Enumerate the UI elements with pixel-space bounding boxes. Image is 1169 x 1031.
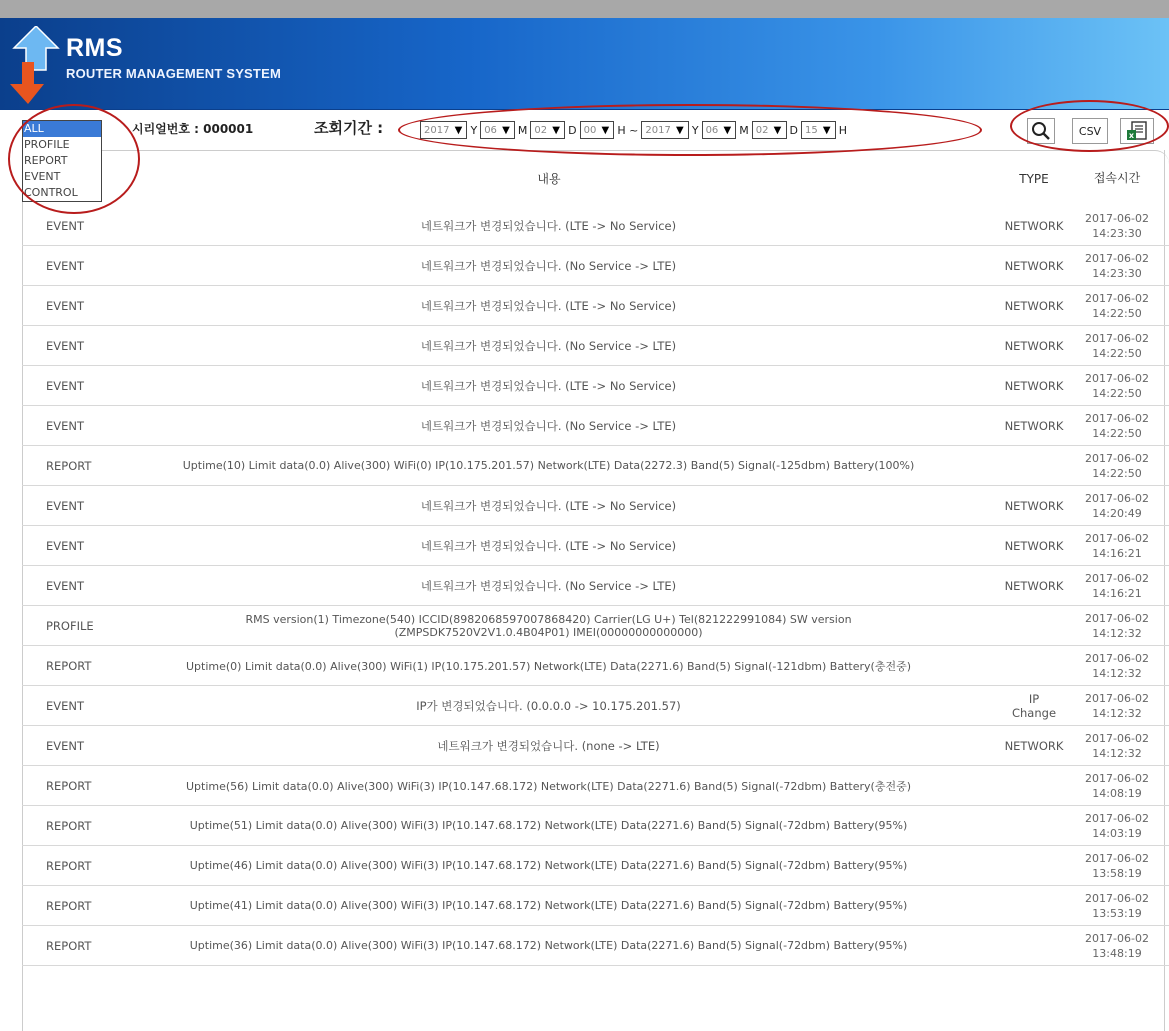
unit-d: D [789,123,799,137]
row-type-line: NETWORK [1004,338,1064,353]
row-time: 14:22:50 [1092,386,1142,400]
row-timestamp [1065,371,1169,401]
table-row [22,246,1169,286]
row-date: 2017-06-02 [1085,771,1149,785]
row-message-line: 네트워크가 변경되었습니다. (No Service -> LTE) [420,258,677,273]
row-message-line: Uptime(46) Limit data(0.0) Alive(300) WiFi(3) IP(10.147.68.172) Network(LTE) Data(2271.6) Band(5) Signal(-72dbm) Battery(95%) [189,859,908,872]
table-row [22,726,1169,766]
rms-logo-icon [8,26,68,106]
row-kind: EVENT [46,338,85,353]
row-message-line: Uptime(56) Limit data(0.0) Alive(300) WiFi(3) IP(10.147.68.172) Network(LTE) Data(2271.6) Band(5) Signal(-72dbm) Battery(충전중) [186,779,911,793]
row-message-line: RMS version(1) Timezone(540) ICCID(8982068597007868420) Carrier(LG U+) Tel(821222991084) SW version [245,612,852,626]
row-time: 14:22:50 [1092,346,1142,360]
row-timestamp [1065,291,1169,321]
row-message-line: 네트워크가 변경되었습니다. (LTE -> No Service) [420,498,677,513]
row-time: 14:23:30 [1092,226,1142,240]
to-month-value: 06 [705,124,719,136]
row-kind: EVENT [46,538,85,553]
row-kind: EVENT [46,418,85,433]
header-type: TYPE [1019,171,1049,186]
row-type-line: NETWORK [1004,378,1064,393]
from-hour-value: 00 [583,124,597,136]
table-row [22,606,1169,646]
row-type [1003,339,1065,353]
row-kind: EVENT [46,218,85,233]
excel-export-button[interactable] [1120,118,1154,144]
row-type [1003,739,1065,753]
row-time: 14:12:32 [1092,746,1142,760]
csv-button[interactable]: CSV [1072,118,1108,144]
serial-number-label: 시리얼번호 : 000001 [132,122,254,136]
row-time: 14:12:32 [1092,706,1142,720]
row-message [94,939,1003,952]
chevron-down-icon: ▼ [552,124,560,136]
row-kind: EVENT [46,578,85,593]
row-kind: REPORT [46,858,92,873]
svg-text:x: x [1128,131,1135,140]
row-timestamp [1065,811,1169,841]
chevron-down-icon: ▼ [822,124,831,136]
row-message [94,298,1003,314]
to-year-select[interactable] [641,121,688,139]
chevron-down-icon: ▼ [773,124,782,136]
type-option-all[interactable]: ALL [23,121,101,137]
row-message-line: 네트워크가 변경되었습니다. (LTE -> No Service) [420,218,677,233]
row-timestamp [1065,651,1169,681]
row-date: 2017-06-02 [1085,291,1149,305]
row-message [94,698,1003,714]
row-date: 2017-06-02 [1085,211,1149,225]
table-row [22,526,1169,566]
chevron-down-icon: ▼ [723,124,732,136]
row-date: 2017-06-02 [1085,331,1149,345]
table-row [22,886,1169,926]
from-month-select[interactable] [480,121,515,139]
row-type [1003,579,1065,593]
row-timestamp [1065,691,1169,721]
row-message-line: Uptime(41) Limit data(0.0) Alive(300) WiFi(3) IP(10.147.68.172) Network(LTE) Data(2271.6) Band(5) Signal(-72dbm) Battery(95%) [189,899,908,912]
row-timestamp [1065,891,1169,921]
row-timestamp [1065,451,1169,481]
unit-m: M [517,123,528,137]
from-day-select[interactable] [530,121,565,139]
type-option-event[interactable]: EVENT [24,170,61,183]
row-time: 14:22:50 [1092,466,1142,480]
row-type [1003,692,1065,720]
row-message [94,378,1003,394]
header-content: 내용 [537,172,561,186]
row-message [94,778,1003,794]
app-subtitle: ROUTER MANAGEMENT SYSTEM [66,66,281,81]
row-timestamp [1065,211,1169,241]
row-message [94,658,1003,674]
row-type-line: NETWORK [1004,218,1064,233]
row-message-line: 네트워크가 변경되었습니다. (No Service -> LTE) [420,578,677,593]
row-message [94,538,1003,554]
row-kind: REPORT [46,898,92,913]
table-row [22,366,1169,406]
row-message-line: Uptime(10) Limit data(0.0) Alive(300) WiFi(0) IP(10.175.201.57) Network(LTE) Data(2272.3) Band(5) Signal(-125dbm) Battery(100%) [182,459,915,472]
table-body [22,206,1169,966]
row-message-line: 네트워크가 변경되었습니다. (LTE -> No Service) [420,298,677,313]
row-timestamp [1065,731,1169,761]
row-message [94,459,1003,472]
unit-y: Y [470,123,478,137]
table-row [22,206,1169,246]
unit-h-separator: H ~ [617,123,639,137]
to-hour-select[interactable] [801,121,836,139]
row-message-line: Uptime(36) Limit data(0.0) Alive(300) WiFi(3) IP(10.147.68.172) Network(LTE) Data(2271.6) Band(5) Signal(-72dbm) Battery(95%) [189,939,908,952]
row-time: 14:16:21 [1092,586,1142,600]
row-type-line: NETWORK [1004,578,1064,593]
row-message [94,418,1003,434]
table-row [22,926,1169,966]
row-kind: REPORT [46,658,92,673]
table-row [22,446,1169,486]
row-type-line: Change [1011,705,1057,720]
row-date: 2017-06-02 [1085,371,1149,385]
window-top-bar [0,0,1169,18]
row-time: 13:53:19 [1092,906,1142,920]
row-time: 13:48:19 [1092,946,1142,960]
chevron-down-icon: ▼ [454,124,463,136]
row-kind: EVENT [46,698,85,713]
row-time: 14:12:32 [1092,626,1142,640]
chevron-down-icon: ▼ [675,124,684,136]
row-message [94,819,1003,832]
app-header [0,18,1169,110]
row-message [94,578,1003,594]
table-row [22,686,1169,726]
row-type [1003,499,1065,513]
row-message [94,859,1003,872]
row-type-line: NETWORK [1004,418,1064,433]
row-time: 13:58:19 [1092,866,1142,880]
type-option-control[interactable]: CONTROL [24,186,78,199]
row-date: 2017-06-02 [1085,851,1149,865]
search-button[interactable] [1027,118,1055,144]
type-filter-list[interactable] [22,120,102,202]
chevron-down-icon: ▼ [502,124,510,136]
to-day-select[interactable] [752,121,787,139]
row-message [94,613,1003,639]
row-kind: EVENT [46,378,85,393]
from-year-value: 2017 [424,124,450,136]
excel-icon [1126,120,1148,142]
row-kind: REPORT [46,938,92,953]
row-message [94,218,1003,234]
row-message-line: 네트워크가 변경되었습니다. (LTE -> No Service) [420,378,677,393]
row-message-line: (ZMPSDK7520V2V1.0.4B04P01) IMEI(00000000000000) [394,625,703,639]
row-message-line: IP가 변경되었습니다. (0.0.0.0 -> 10.175.201.57) [416,698,681,713]
to-year-value: 2017 [645,124,671,136]
unit-m: M [739,123,749,137]
row-message [94,498,1003,514]
row-time: 14:22:50 [1092,306,1142,320]
row-message-line: 네트워크가 변경되었습니다. (LTE -> No Service) [420,538,677,553]
row-kind: EVENT [46,298,85,313]
search-icon [1031,121,1051,141]
table-row [22,766,1169,806]
row-timestamp [1065,771,1169,801]
row-type-line: NETWORK [1004,538,1064,553]
row-date: 2017-06-02 [1085,811,1149,825]
header-time: 접속시간 [1093,171,1141,185]
table-row [22,646,1169,686]
row-message [94,338,1003,354]
type-option-profile[interactable]: PROFILE [24,138,70,151]
row-kind: REPORT [46,818,92,833]
row-date: 2017-06-02 [1085,931,1149,945]
row-message-line: 네트워크가 변경되었습니다. (No Service -> LTE) [420,418,677,433]
table-row [22,566,1169,606]
row-message [94,258,1003,274]
table-row [22,806,1169,846]
unit-d: D [568,123,577,137]
row-time: 14:22:50 [1092,426,1142,440]
type-option-report[interactable]: REPORT [24,154,68,167]
row-kind: PROFILE [46,618,94,633]
row-type [1003,219,1065,233]
row-date: 2017-06-02 [1085,451,1149,465]
row-type-line: NETWORK [1004,298,1064,313]
row-time: 14:23:30 [1092,266,1142,280]
chevron-down-icon: ▼ [601,124,610,136]
row-type [1003,379,1065,393]
row-kind: EVENT [46,498,85,513]
period-range [420,120,850,140]
row-type [1003,539,1065,553]
row-type [1003,259,1065,273]
table-row [22,286,1169,326]
row-type-line: NETWORK [1004,498,1064,513]
row-type-line: NETWORK [1004,738,1064,753]
row-kind: REPORT [46,778,92,793]
row-type-line: IP [1028,691,1040,706]
row-date: 2017-06-02 [1085,891,1149,905]
row-kind: EVENT [46,738,85,753]
table-row [22,846,1169,886]
row-timestamp [1065,331,1169,361]
row-type-line: NETWORK [1004,258,1064,273]
from-hour-select[interactable] [580,121,615,139]
row-kind: EVENT [46,258,85,273]
from-year-select[interactable] [420,121,467,139]
row-message [94,899,1003,912]
row-time: 14:08:19 [1092,786,1142,800]
row-kind: REPORT [46,458,92,473]
row-date: 2017-06-02 [1085,491,1149,505]
row-time: 14:03:19 [1092,826,1142,840]
row-message-line: Uptime(51) Limit data(0.0) Alive(300) WiFi(3) IP(10.147.68.172) Network(LTE) Data(2271.6) Band(5) Signal(-72dbm) Battery(95%) [189,819,908,832]
row-time: 14:12:32 [1092,666,1142,680]
row-message-line: 네트워크가 변경되었습니다. (No Service -> LTE) [420,338,677,353]
row-message-line: Uptime(0) Limit data(0.0) Alive(300) WiFi(1) IP(10.175.201.57) Network(LTE) Data(2271.6) Band(5) Signal(-121dbm) Battery(충전중) [186,659,911,673]
row-timestamp [1065,531,1169,561]
row-message [94,738,1003,754]
row-timestamp [1065,571,1169,601]
row-date: 2017-06-02 [1085,691,1149,705]
row-time: 14:16:21 [1092,546,1142,560]
row-date: 2017-06-02 [1085,531,1149,545]
log-table [22,150,1169,966]
table-row [22,326,1169,366]
unit-y: Y [691,123,699,137]
app-title: RMS [66,34,124,62]
row-date: 2017-06-02 [1085,731,1149,745]
table-header [22,150,1169,206]
table-row [22,486,1169,526]
row-timestamp [1065,611,1169,641]
row-date: 2017-06-02 [1085,611,1149,625]
row-date: 2017-06-02 [1085,251,1149,265]
period-label: 조회기간 : [314,119,384,137]
row-type [1003,299,1065,313]
row-timestamp [1065,931,1169,961]
row-message-line: 네트워크가 변경되었습니다. (none -> LTE) [437,738,660,753]
to-month-select[interactable] [702,121,737,139]
table-row [22,406,1169,446]
row-date: 2017-06-02 [1085,651,1149,665]
to-day-value: 02 [755,124,769,136]
row-type [1003,419,1065,433]
row-timestamp [1065,251,1169,281]
row-date: 2017-06-02 [1085,411,1149,425]
to-hour-value: 15 [805,124,818,136]
unit-h: H [838,123,848,137]
from-day-value: 02 [534,124,548,136]
row-timestamp [1065,851,1169,881]
row-timestamp [1065,491,1169,521]
row-date: 2017-06-02 [1085,571,1149,585]
from-month-value: 06 [484,124,497,136]
row-timestamp [1065,411,1169,441]
row-time: 14:20:49 [1092,506,1142,520]
